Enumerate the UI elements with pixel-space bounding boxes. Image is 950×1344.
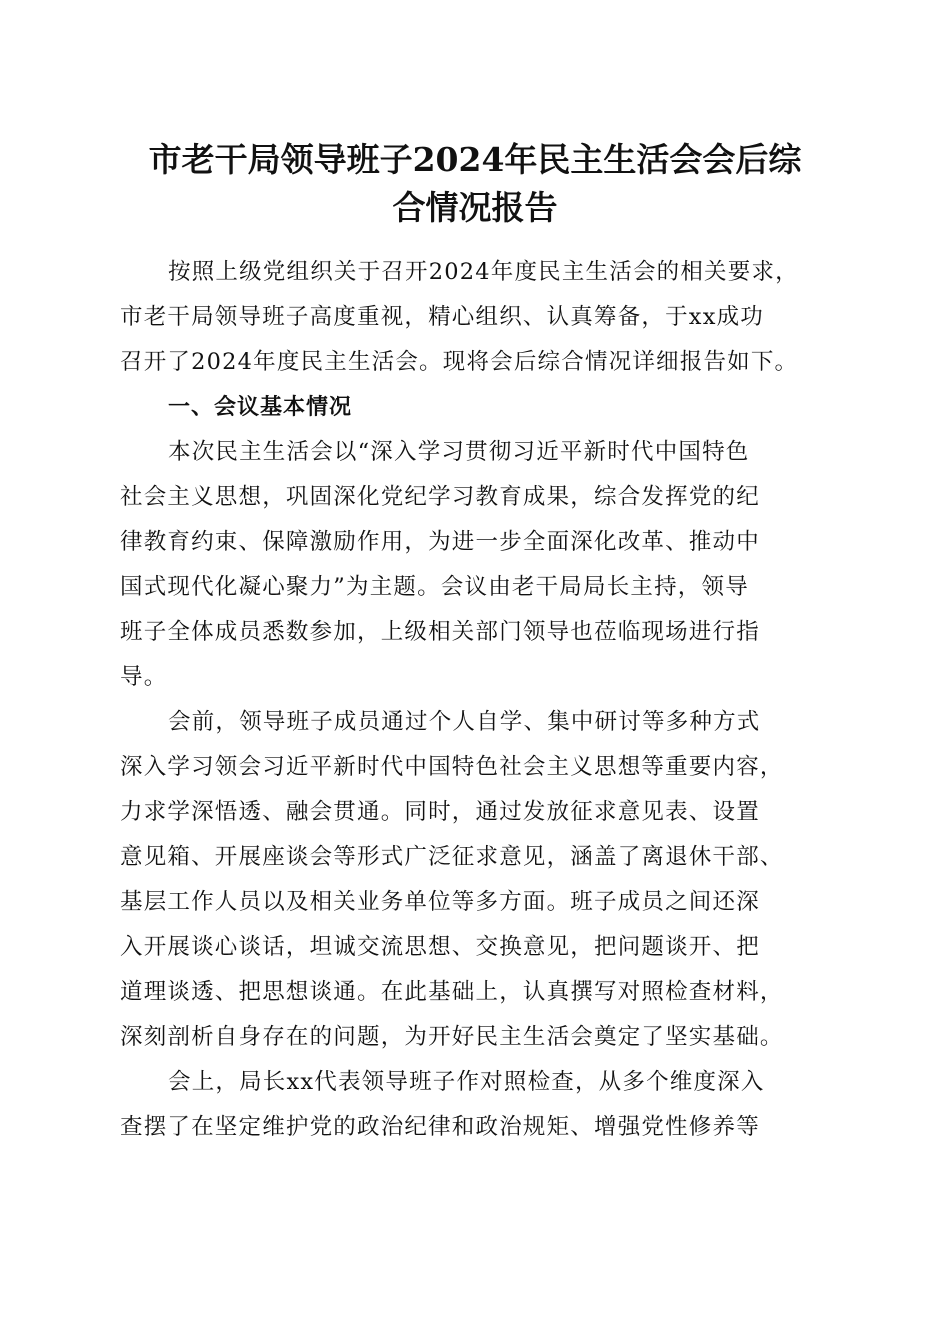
text-line: 深入学习领会习近平新时代中国特色社会主义思想等重要内容， — [120, 754, 784, 780]
intro-paragraph — [120, 250, 832, 385]
text-line: 市老干局领导班子高度重视，精心组织、认真筹备，于xx成功 — [120, 304, 764, 330]
text-line: 召开了2024年度民主生活会。现将会后综合情况详细报告如下。 — [120, 349, 799, 375]
text-line: 社会主义思想，巩固深化党纪学习教育成果，综合发挥党的纪 — [120, 484, 760, 510]
text-line: 查摆了在坚定维护党的政治纪律和政治规矩、增强党性修养等 — [120, 1114, 760, 1140]
text-line: 按照上级党组织关于召开2024年度民主生活会的相关要求， — [168, 259, 799, 285]
text-line: 入开展谈心谈话，坦诚交流思想、交换意见，把问题谈开、把 — [120, 934, 760, 960]
text-line: 导。 — [120, 664, 168, 690]
text-line: 深刻剖析自身存在的问题，为开好民主生活会奠定了坚实基础。 — [120, 1024, 784, 1050]
text-line: 会上，局长xx代表领导班子作对照检查，从多个维度深入 — [168, 1069, 765, 1095]
text-line: 国式现代化凝心聚力”为主题。会议由老干局局长主持，领导 — [120, 574, 749, 600]
text-line: 本次民主生活会以“深入学习贯彻习近平新时代中国特色 — [168, 439, 750, 465]
body-paragraph — [120, 1060, 832, 1150]
body-paragraph — [120, 700, 832, 1060]
text-line: 道理谈透、把思想谈通。在此基础上，认真撰写对照检查材料， — [120, 979, 784, 1005]
body-paragraph — [120, 430, 832, 700]
text-line: 律教育约束、保障激励作用，为进一步全面深化改革、推动中 — [120, 529, 760, 555]
document-body — [120, 250, 832, 1150]
section-heading: 一、会议基本情况 — [168, 395, 353, 420]
text-line: 班子全体成员悉数参加，上级相关部门领导也莅临现场进行指 — [120, 619, 760, 645]
text-line: 意见箱、开展座谈会等形式广泛征求意见，涵盖了离退休干部、 — [120, 844, 784, 870]
text-line: 基层工作人员以及相关业务单位等多方面。班子成员之间还深 — [120, 889, 760, 915]
document-title — [110, 136, 840, 232]
text-line: 会前，领导班子成员通过个人自学、集中研讨等多种方式 — [168, 709, 761, 735]
title-line: 市老干局领导班子2024年民主生活会会后综 — [148, 140, 802, 179]
title-line: 合情况报告 — [392, 188, 558, 227]
text-line: 力求学深悟透、融会贯通。同时，通过发放征求意见表、设置 — [120, 799, 760, 825]
